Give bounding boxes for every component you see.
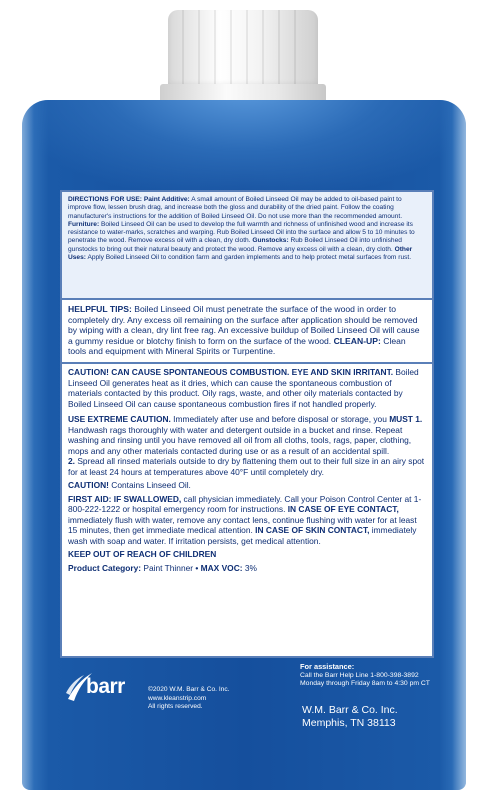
step-2-number: 2. bbox=[68, 456, 75, 466]
rights: All rights reserved. bbox=[148, 703, 203, 711]
caution-section bbox=[62, 364, 432, 576]
helpful-tips-text: Boiled Linseed Oil must penetrate the surface of the wood in order to completely dry. Any excess oil remaining on the surface after application should be removed by wiping with a clean, dry lint free rag. An excessive buildup of Boiled Linseed Oil will cause a gummy residue or blotchy finish to form on the surface of the wood. bbox=[68, 304, 420, 346]
directions-heading: DIRECTIONS FOR USE: Paint Additive: bbox=[68, 196, 190, 203]
company-name: W.M. Barr & Co. Inc. bbox=[302, 704, 398, 716]
category-label: Product Category: bbox=[68, 562, 142, 573]
contains-heading: CAUTION! bbox=[68, 480, 109, 490]
cleanup-heading: CLEAN-UP: bbox=[333, 335, 381, 346]
assist-line-2: Monday through Friday 8am to 4:30 pm CT bbox=[300, 680, 430, 688]
copyright-block bbox=[148, 686, 229, 712]
bullet-separator: • bbox=[195, 562, 199, 573]
company-address bbox=[302, 704, 398, 729]
furniture-text: Boiled Linseed Oil can be used to develop the full warmth and richness of unfinished wood and increase its resistance to water-marks, scratches and warping. Rub Boiled Linseed Oil into the surface and allow 5 to 10 minutes to penetrate the wood. Remove excess oil with a clean, dry cloth. bbox=[68, 220, 415, 245]
skin-contact-heading: IN CASE OF SKIN CONTACT, bbox=[255, 525, 370, 535]
helpful-tips-heading: HELPFUL TIPS: bbox=[68, 304, 132, 314]
voc-label: MAX VOC: bbox=[200, 562, 243, 573]
caution-heading: CAUTION! CAN CAUSE SPONTANEOUS COMBUSTION. EYE AND SKIN IRRITANT. bbox=[68, 367, 394, 377]
eye-contact-text: immediately flush with water, remove any contact lens, continue flushing with water for at least 15 minutes, then get immediate medical attention. bbox=[68, 514, 417, 535]
helpful-tips-section bbox=[62, 300, 432, 364]
category-value: Paint Thinner bbox=[143, 562, 194, 573]
company-city: Memphis, TN 38113 bbox=[302, 716, 396, 729]
voc-value: 3% bbox=[244, 562, 257, 573]
other-uses-heading: Other Uses: bbox=[68, 245, 413, 262]
contains-text: Contains Linseed Oil. bbox=[111, 480, 191, 490]
extreme-caution-text-2: Handwash rags thoroughly with water and detergent outside in a bucket and rinse. Repeat washing and rinsing until you have removed all oil from all cloths, tools, rags, paper, clothing, mops and any other materials contacted during use or as a result of an accidental spill. bbox=[68, 424, 412, 456]
footer-left bbox=[60, 663, 280, 733]
gunstocks-text: Rub Boiled Linseed Oil into unfinished gunstocks to bring out their natural beauty and protect the wood. Remove any excess oil with a clean, dry cloth. bbox=[68, 237, 402, 253]
website: www.kleanstrip.com bbox=[148, 694, 207, 702]
cleanup-text: Clean tools and equipment with Mineral Spirits or Turpentine. bbox=[68, 335, 406, 357]
paint-additive-text: A small amount of Boiled Linseed Oil may be added to oil-based paint to improve flow, lessen brush drag, and increase both the gloss and durability of the dried paint. Follow the coating manufacturer's instructions for the addition of Boiled Linseed Oil. Do not use more than the recommended amount. bbox=[68, 196, 403, 220]
assist-heading: For assistance: bbox=[300, 662, 355, 671]
caution-heading-text: Boiled Linseed Oil generates heat as it dries, which can cause the spontaneous combustion of materials contacted by this product. Oily rags, waste, and other oily materials contacted by Boiled Linseed Oil can cause spontaneous combustion fires if not handled properly. bbox=[68, 367, 419, 409]
keep-out-of-reach: KEEP OUT OF REACH OF CHILDREN bbox=[68, 549, 217, 559]
gunstocks-heading: Gunstocks: bbox=[252, 237, 289, 245]
step-2-text: Spread all rinsed materials outside to dry by flattening them out to their full size in an airy spot for at least 24 hours at temperatures above 40°F until completely dry. bbox=[68, 456, 425, 477]
directions-section bbox=[62, 192, 432, 300]
bottle-cap bbox=[168, 10, 318, 88]
assistance-block bbox=[300, 663, 450, 689]
furniture-heading: Furniture: bbox=[68, 220, 100, 228]
copyright: ©2020 W.M. Barr & Co. Inc. bbox=[148, 686, 230, 693]
extreme-caution-heading: USE EXTREME CAUTION. bbox=[68, 414, 171, 424]
product-category-line bbox=[68, 563, 426, 574]
first-aid-text: call physician immediately. Call your Poison Control Center at 1-800-222-1222 or hospital emergency room for instructions. bbox=[68, 493, 422, 514]
first-aid-heading: FIRST AID: IF SWALLOWED, bbox=[68, 493, 182, 504]
other-uses-text: Apply Boiled Linseed Oil to condition farm and garden implements and to help protect metal surfaces from rust. bbox=[87, 254, 412, 262]
logo-text: barr bbox=[86, 675, 125, 698]
must-step-1: MUST 1. bbox=[389, 414, 423, 424]
barr-logo bbox=[64, 669, 144, 709]
eye-contact-heading: IN CASE OF EYE CONTACT, bbox=[287, 504, 399, 514]
product-label bbox=[60, 190, 434, 658]
assist-line-1: Call the Barr Help Line 1-800-398-3892 bbox=[300, 671, 419, 679]
skin-contact-text: immediately wash with soap and water. If irritation persists, get medical attention. bbox=[68, 525, 417, 546]
extreme-caution-text-1: Immediately after use and before disposal or storage, you bbox=[173, 414, 387, 424]
